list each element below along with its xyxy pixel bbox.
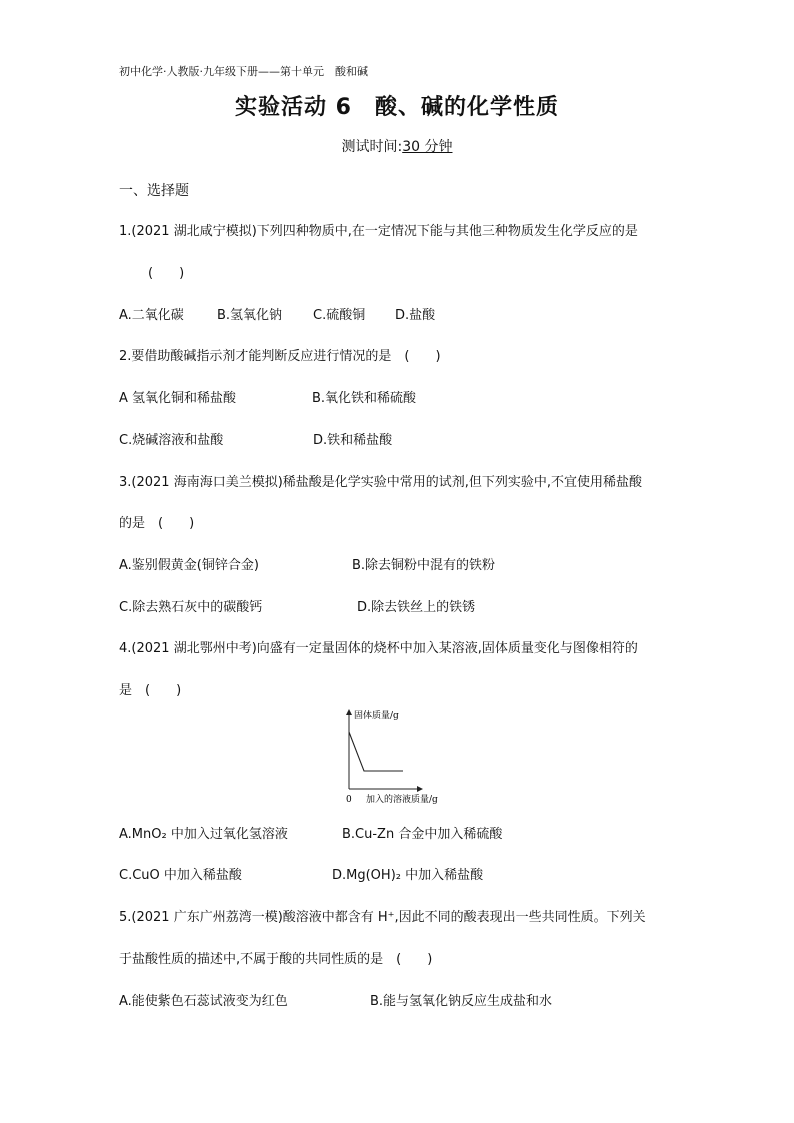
question-4-option-a[interactable]: A.MnO₂ 中加入过氧化氢溶液 [119,827,288,842]
question-3-stem-line2: 的是 ( ) [119,516,195,531]
question-1-option-b[interactable]: B.氢氧化钠 [217,308,283,323]
y-axis-label: 固体质量/g [354,711,399,721]
question-3-option-b[interactable]: B.除去铜粉中混有的铁粉 [352,558,496,573]
question-1-stem-line1: 1.(2021 湖北咸宁模拟)下列四种物质中,在一定情况下能与其他三种物质发生化学反应的是 [119,224,638,239]
question-2-stem-line1: 2.要借助酸碱指示剂才能判断反应进行情况的是 ( ) [119,349,441,364]
solid-mass-graph [334,704,454,809]
test-time [0,136,794,156]
test-time-value: 30 分钟 [402,139,453,155]
origin-label: 0 [346,795,352,805]
mass-curve [349,732,403,771]
question-2-option-d[interactable]: D.铁和稀盐酸 [313,433,393,448]
question-4-option-c[interactable]: C.CuO 中加入稀盐酸 [119,868,242,883]
question-5-stem-line2: 于盐酸性质的描述中,不属于酸的共同性质的是 ( ) [119,952,433,967]
question-3-option-d[interactable]: D.除去铁丝上的铁锈 [357,600,476,615]
question-1-stem-line2: ( ) [148,266,185,281]
question-2-option-c[interactable]: C.烧碱溶液和盐酸 [119,433,224,448]
question-1-option-c[interactable]: C.硫酸铜 [313,308,366,323]
test-time-label: 测试时间: [341,139,403,155]
question-5-option-b[interactable]: B.能与氢氧化钠反应生成盐和水 [370,994,553,1009]
question-5-option-a[interactable]: A.能使紫色石蕊试液变为红色 [119,994,288,1009]
section-title: 一、选择题 [119,183,189,199]
question-1-option-a[interactable]: A.二氧化碳 [119,308,184,323]
x-axis-label: 加入的溶液质量/g [366,795,438,805]
question-2-option-a[interactable]: A 氢氧化铜和稀盐酸 [119,391,237,406]
question-2-option-b[interactable]: B.氧化铁和稀硫酸 [312,391,417,406]
course-header: 初中化学·人教版·九年级下册——第十单元 酸和碱 [119,65,368,78]
page-title: 实验活动 6 酸、碱的化学性质 [235,95,559,120]
question-4-option-b[interactable]: B.Cu-Zn 合金中加入稀硫酸 [342,827,503,842]
question-3-option-c[interactable]: C.除去熟石灰中的碳酸钙 [119,600,263,615]
question-4-stem-line1: 4.(2021 湖北鄂州中考)向盛有一定量固体的烧杯中加入某溶液,固体质量变化与图像相符的 [119,641,638,656]
question-3-option-a[interactable]: A.鉴别假黄金(铜锌合金) [119,558,259,573]
question-3-stem-line1: 3.(2021 海南海口美兰模拟)稀盐酸是化学实验中常用的试剂,但下列实验中,不宜使用稀盐酸 [119,475,643,490]
question-4-option-d[interactable]: D.Mg(OH)₂ 中加入稀盐酸 [332,868,484,883]
question-4-stem-line2: 是 ( ) [119,683,182,698]
question-1-option-d[interactable]: D.盐酸 [395,308,436,323]
question-5-stem-line1: 5.(2021 广东广州荔湾一模)酸溶液中都含有 H⁺,因此不同的酸表现出一些共同性质。下列关 [119,910,646,925]
